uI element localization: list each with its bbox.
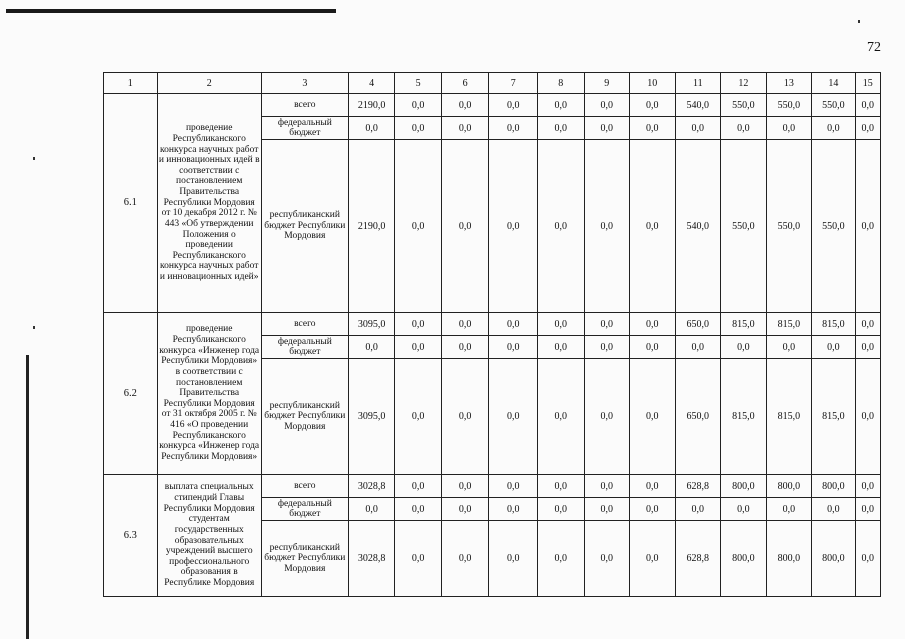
- value-cell: 0,0: [395, 94, 442, 117]
- column-header: 12: [721, 73, 767, 94]
- funding-source: всего: [261, 313, 348, 336]
- value-cell: 0,0: [395, 498, 442, 521]
- value-cell: 0,0: [812, 498, 856, 521]
- value-cell: 0,0: [489, 498, 538, 521]
- value-cell: 800,0: [721, 475, 767, 498]
- scan-speck: [33, 326, 35, 329]
- value-cell: 0,0: [812, 117, 856, 140]
- column-header: 10: [630, 73, 676, 94]
- value-cell: 540,0: [675, 94, 721, 117]
- value-cell: 0,0: [584, 521, 630, 597]
- value-cell: 0,0: [441, 336, 489, 359]
- value-cell: 0,0: [537, 94, 584, 117]
- column-header: 4: [348, 73, 395, 94]
- funding-source: республиканский бюджет Республики Мордовия: [261, 521, 348, 597]
- column-header: 13: [766, 73, 812, 94]
- value-cell: 0,0: [721, 117, 767, 140]
- value-cell: 0,0: [855, 313, 880, 336]
- value-cell: 0,0: [441, 359, 489, 475]
- value-cell: 550,0: [721, 94, 767, 117]
- value-cell: 540,0: [675, 140, 721, 313]
- table-row: [104, 475, 881, 498]
- value-cell: 0,0: [584, 336, 630, 359]
- value-cell: 550,0: [721, 140, 767, 313]
- value-cell: 0,0: [395, 475, 442, 498]
- column-header: 11: [675, 73, 721, 94]
- value-cell: 0,0: [855, 521, 880, 597]
- value-cell: 800,0: [812, 475, 856, 498]
- value-cell: 0,0: [675, 498, 721, 521]
- value-cell: 550,0: [812, 140, 856, 313]
- value-cell: 0,0: [489, 94, 538, 117]
- value-cell: 0,0: [675, 117, 721, 140]
- value-cell: 0,0: [441, 94, 489, 117]
- value-cell: 0,0: [630, 94, 676, 117]
- value-cell: 0,0: [721, 498, 767, 521]
- item-code: 6.2: [104, 313, 158, 475]
- value-cell: 0,0: [630, 140, 676, 313]
- value-cell: 550,0: [766, 94, 812, 117]
- value-cell: 0,0: [348, 498, 395, 521]
- column-header: 6: [441, 73, 489, 94]
- value-cell: 0,0: [489, 521, 538, 597]
- column-header: 8: [537, 73, 584, 94]
- value-cell: 650,0: [675, 359, 721, 475]
- value-cell: 0,0: [395, 140, 442, 313]
- value-cell: 0,0: [537, 336, 584, 359]
- value-cell: 0,0: [537, 359, 584, 475]
- value-cell: 0,0: [395, 336, 442, 359]
- value-cell: 3095,0: [348, 313, 395, 336]
- scan-speck: [33, 157, 35, 160]
- column-header: 1: [104, 73, 158, 94]
- value-cell: 800,0: [766, 475, 812, 498]
- value-cell: 0,0: [584, 498, 630, 521]
- scan-artifact-line: [6, 9, 336, 13]
- column-header: 3: [261, 73, 348, 94]
- value-cell: 0,0: [766, 336, 812, 359]
- budget-table: [103, 72, 881, 597]
- value-cell: 815,0: [812, 359, 856, 475]
- value-cell: 628,8: [675, 521, 721, 597]
- funding-source: республиканский бюджет Республики Мордовия: [261, 140, 348, 313]
- item-description: проведение Республиканского конкурса «Инженер года Республики Мордовия» в соответствии с постановлением Правительства Республики Мордовия от 31 октября 2005 г. № 416 «О проведении Республиканского конкурса «Инженер года Республики Мордовия»: [157, 313, 261, 475]
- funding-source: всего: [261, 475, 348, 498]
- value-cell: 815,0: [766, 359, 812, 475]
- item-description: проведение Республиканского конкурса научных работ и инновационных идей в соответствии с постановлением Правительства Республики Мордовия от 10 декабря 2012 г. № 443 «Об утверждении Положения о проведении Республиканского конкурса научных работ и инновационных идей»: [157, 94, 261, 313]
- value-cell: 0,0: [537, 521, 584, 597]
- value-cell: 0,0: [489, 140, 538, 313]
- value-cell: 0,0: [630, 521, 676, 597]
- value-cell: 800,0: [812, 521, 856, 597]
- value-cell: 0,0: [537, 475, 584, 498]
- scan-artifact-edge: [26, 355, 29, 639]
- value-cell: 800,0: [766, 521, 812, 597]
- funding-source: федеральный бюджет: [261, 117, 348, 140]
- value-cell: 0,0: [441, 475, 489, 498]
- table-row: [104, 313, 881, 336]
- value-cell: 0,0: [537, 313, 584, 336]
- value-cell: 0,0: [537, 117, 584, 140]
- item-description: выплата специальных стипендий Главы Республики Мордовия студентам государственных образовательных учреждений высшего профессионального образования в Республике Мордовия: [157, 475, 261, 597]
- value-cell: 2190,0: [348, 140, 395, 313]
- value-cell: 0,0: [441, 140, 489, 313]
- value-cell: 0,0: [630, 117, 676, 140]
- value-cell: 0,0: [766, 117, 812, 140]
- value-cell: 0,0: [855, 140, 880, 313]
- value-cell: 3028,8: [348, 475, 395, 498]
- value-cell: 0,0: [630, 313, 676, 336]
- value-cell: 550,0: [766, 140, 812, 313]
- value-cell: 0,0: [721, 336, 767, 359]
- value-cell: 0,0: [584, 94, 630, 117]
- column-header: 5: [395, 73, 442, 94]
- value-cell: 0,0: [766, 498, 812, 521]
- value-cell: 0,0: [489, 475, 538, 498]
- value-cell: 0,0: [395, 359, 442, 475]
- value-cell: 0,0: [630, 336, 676, 359]
- value-cell: 0,0: [584, 359, 630, 475]
- value-cell: 0,0: [441, 498, 489, 521]
- value-cell: 0,0: [584, 117, 630, 140]
- funding-source: федеральный бюджет: [261, 498, 348, 521]
- value-cell: 0,0: [675, 336, 721, 359]
- header-row: [104, 73, 881, 94]
- value-cell: 0,0: [348, 336, 395, 359]
- funding-source: всего: [261, 94, 348, 117]
- value-cell: 0,0: [855, 475, 880, 498]
- value-cell: 0,0: [348, 117, 395, 140]
- column-header: 15: [855, 73, 880, 94]
- value-cell: 0,0: [489, 117, 538, 140]
- page-number: 72: [867, 40, 881, 55]
- value-cell: 815,0: [721, 313, 767, 336]
- value-cell: 3028,8: [348, 521, 395, 597]
- value-cell: 0,0: [584, 475, 630, 498]
- value-cell: 0,0: [441, 117, 489, 140]
- item-code: 6.3: [104, 475, 158, 597]
- value-cell: 0,0: [855, 359, 880, 475]
- item-code: 6.1: [104, 94, 158, 313]
- value-cell: 3095,0: [348, 359, 395, 475]
- value-cell: 0,0: [812, 336, 856, 359]
- value-cell: 0,0: [395, 313, 442, 336]
- value-cell: 0,0: [855, 117, 880, 140]
- value-cell: 650,0: [675, 313, 721, 336]
- funding-source: республиканский бюджет Республики Мордовия: [261, 359, 348, 475]
- value-cell: 815,0: [721, 359, 767, 475]
- value-cell: 815,0: [812, 313, 856, 336]
- table-row: [104, 94, 881, 117]
- value-cell: 0,0: [489, 359, 538, 475]
- value-cell: 0,0: [441, 521, 489, 597]
- value-cell: 800,0: [721, 521, 767, 597]
- value-cell: 0,0: [537, 140, 584, 313]
- value-cell: 0,0: [630, 498, 676, 521]
- value-cell: 0,0: [584, 313, 630, 336]
- value-cell: 0,0: [630, 475, 676, 498]
- value-cell: 815,0: [766, 313, 812, 336]
- value-cell: 550,0: [812, 94, 856, 117]
- value-cell: 0,0: [584, 140, 630, 313]
- column-header: 7: [489, 73, 538, 94]
- column-header: 14: [812, 73, 856, 94]
- value-cell: 0,0: [855, 498, 880, 521]
- value-cell: 0,0: [395, 117, 442, 140]
- value-cell: 0,0: [855, 336, 880, 359]
- value-cell: 0,0: [489, 336, 538, 359]
- column-header: 2: [157, 73, 261, 94]
- column-header: 9: [584, 73, 630, 94]
- value-cell: 0,0: [441, 313, 489, 336]
- value-cell: 2190,0: [348, 94, 395, 117]
- funding-source: федеральный бюджет: [261, 336, 348, 359]
- value-cell: 0,0: [395, 521, 442, 597]
- value-cell: 0,0: [489, 313, 538, 336]
- value-cell: 0,0: [855, 94, 880, 117]
- value-cell: 0,0: [537, 498, 584, 521]
- value-cell: 0,0: [630, 359, 676, 475]
- value-cell: 628,8: [675, 475, 721, 498]
- scan-speck: [858, 20, 860, 23]
